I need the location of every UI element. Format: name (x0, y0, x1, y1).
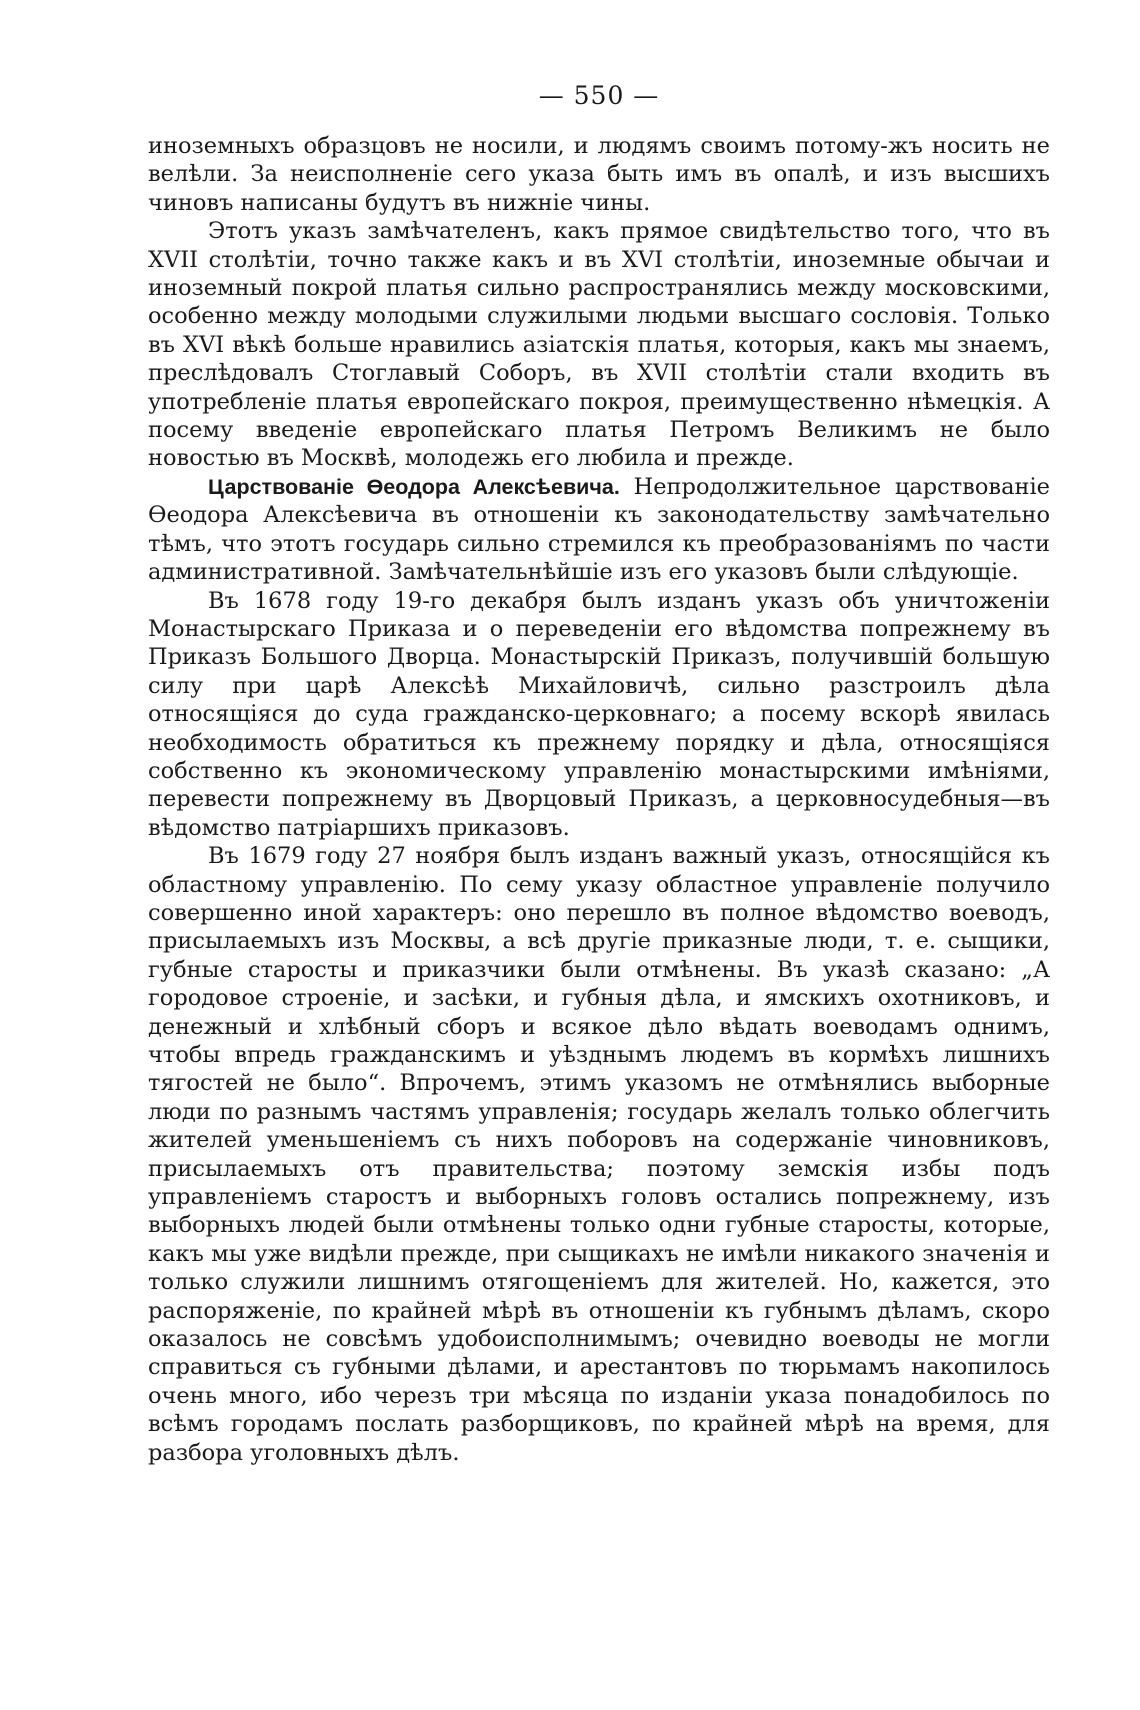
paragraph-3 (148, 473, 1050, 587)
section-heading: Царствованіе Өеодора Алексѣевича. (208, 474, 620, 499)
page-number: — 550 — (538, 81, 660, 110)
paragraph-5: Въ 1679 году 27 ноября былъ изданъ важный указъ, относящійся къ областному управленію. По сему указу областное управленіе получило совершенно иной характеръ: оно перешло въ полное вѣдомство воеводъ, присылаемыхъ изъ Москвы, а всѣ другіе приказные люди, т. е. сыщики, губные старосты и приказчики были отмѣнены. Въ указѣ сказано: „А городовое строеніе, и засѣки, и губныя дѣла, и ямскихъ охотниковъ, и денежный и хлѣбный сборъ и всякое дѣло вѣдать воеводамъ однимъ, чтобы впредь гражданскимъ и уѣзднымъ людемъ въ кормѣхъ лишнихъ тягостей не было“. Впрочемъ, этимъ указомъ не отмѣнялись выборные люди по разнымъ частямъ управленія; государь желалъ только облегчить жителей уменьшеніемъ съ нихъ поборовъ на содержаніе чиновниковъ, присылаемыхъ отъ правительства; поэтому земскія избы подъ управленіемъ старостъ и выборныхъ головъ остались попрежнему, изъ выборныхъ людей были отмѣнены только одни губные старосты, которые, какъ мы уже видѣли прежде, при сыщикахъ не имѣли никакого значенія и только служили лишнимъ отягощеніемъ для жителей. Но, кажется, это распоряженіе, по крайней мѣрѣ въ отношеніи къ губнымъ дѣламъ, скоро оказалось не совсѣмъ удобоисполнимымъ; очевидно воеводы не могли справиться съ губными дѣлами, и арестантовъ по тюрьмамъ накопилось очень много, ибо черезъ три мѣсяца по изданіи указа понадобилось по всѣмъ городамъ послать разборщиковъ, по крайней мѣрѣ на время, для разбора уголовныхъ дѣлъ. (148, 843, 1050, 1466)
paragraph-3-body: Непродолжительное царствованіе Өеодора Алексѣевича въ отношеніи къ законодательству замѣчательно тѣмъ, что этотъ государь сильно стремился къ преобразованіямъ по части административной. Замѣчательнѣйшіе изъ его указовъ были слѣдующіе. (148, 473, 1050, 586)
paragraph-2: Этотъ указъ замѣчателенъ, какъ прямое свидѣтельство того, что въ XVII столѣтіи, точно также какъ и въ XVI столѣтіи, иноземные обычаи и иноземный покрой платья сильно распространялись между московскими, особенно между молодыми служилыми людьми высшаго сословія. Только въ XVI вѣкѣ больше нравились азіатскія платья, которыя, какъ мы знаемъ, преслѣдовалъ Стоглавый Соборъ, въ XVII столѣтіи стали входить въ употребленіе платья европейскаго покроя, преимущественно нѣмецкія. А посему введеніе европейскаго платья Петромъ Великимъ не было новостью въ Москвѣ, молодежь его любила и прежде. (148, 218, 1050, 472)
paragraph-4: Въ 1678 году 19-го декабря былъ изданъ указъ объ уничтоженіи Монастырскаго Приказа и о переведеніи его вѣдомства попрежнему въ Приказъ Большого Дворца. Монастырскій Приказъ, получившій большую силу при царѣ Алексѣѣ Михайловичѣ, сильно разстроилъ дѣла относящіяся до суда гражданско-церковнаго; а посему вскорѣ явилась необходимость обратиться къ прежнему порядку и дѣла, относящіяся собственно къ экономическому управленію монастырскими имѣніями, перевести попрежнему въ Дворцовый Приказъ, а церковносудебныя—въ вѣдомство патріаршихъ приказовъ. (148, 587, 1050, 841)
paragraph-1: иноземныхъ образцовъ не носили, и людямъ своимъ потому-жъ носить не велѣли. За неисполненіе сего указа быть имъ въ опалѣ, и изъ высшихъ чиновъ написаны будутъ въ нижніе чины. (148, 133, 1050, 216)
